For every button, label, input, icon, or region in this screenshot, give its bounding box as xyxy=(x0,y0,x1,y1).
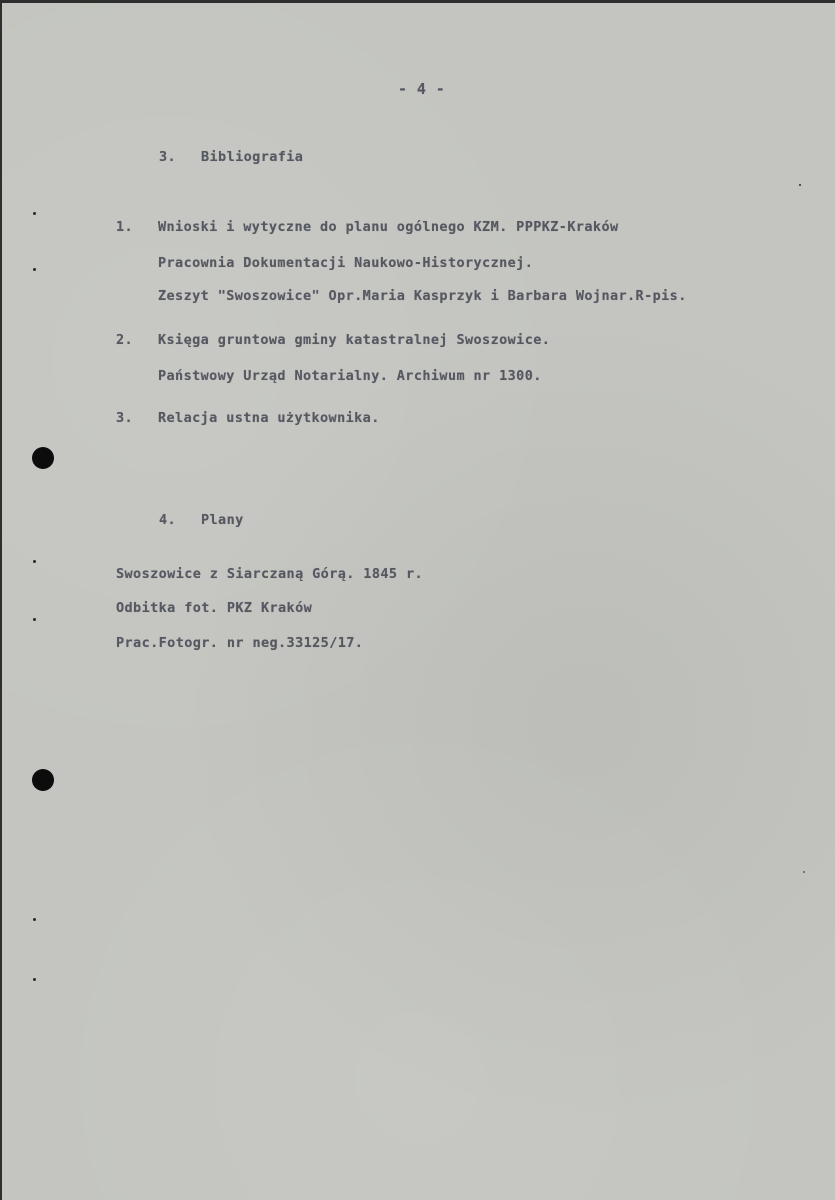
bibliography-item-line: Wnioski i wytyczne do planu ogólnego KZM. PPPKZ-Kraków xyxy=(158,219,619,235)
paper-speck xyxy=(33,918,36,921)
bibliography-heading-title: Bibliografia xyxy=(201,149,304,165)
paper-speck xyxy=(33,212,36,215)
bibliography-item-number: 2. xyxy=(116,332,134,348)
plans-line: Odbitka fot. PKZ Kraków xyxy=(116,600,313,616)
punch-hole xyxy=(32,769,54,791)
plans-heading xyxy=(159,512,244,528)
bibliography-heading xyxy=(159,149,303,165)
paper-speck xyxy=(803,871,805,873)
plans-heading-number: 4. xyxy=(159,512,177,528)
bibliography-item-line: Księga gruntowa gminy katastralnej Swoszowice. xyxy=(158,332,551,348)
bibliography-item-3 xyxy=(116,410,380,426)
punch-hole xyxy=(32,447,54,469)
bibliography-item-line: Relacja ustna użytkownika. xyxy=(158,410,380,426)
bibliography-item-1 xyxy=(116,219,619,235)
paper-speck xyxy=(33,978,36,981)
plans-heading-title: Plany xyxy=(201,512,244,528)
bibliography-item-2 xyxy=(116,332,550,348)
paper-speck xyxy=(799,184,801,186)
paper-speck xyxy=(33,618,36,621)
bibliography-item-number: 1. xyxy=(116,219,134,235)
bibliography-item-line: Pracownia Dokumentacji Naukowo-Historycznej. xyxy=(158,255,534,271)
bibliography-heading-number: 3. xyxy=(159,149,177,165)
plans-line: Prac.Fotogr. nr neg.33125/17. xyxy=(116,635,364,651)
page-number: - 4 - xyxy=(398,80,446,98)
paper-speck xyxy=(33,560,36,563)
paper-speck xyxy=(33,268,36,271)
bibliography-item-number: 3. xyxy=(116,410,134,426)
bibliography-item-line: Państwowy Urząd Notarialny. Archiwum nr 1300. xyxy=(158,368,542,384)
bibliography-item-line: Zeszyt "Swoszowice" Opr.Maria Kasprzyk i Barbara Wojnar.R-pis. xyxy=(158,288,687,304)
plans-line: Swoszowice z Siarczaną Górą. 1845 r. xyxy=(116,566,423,582)
